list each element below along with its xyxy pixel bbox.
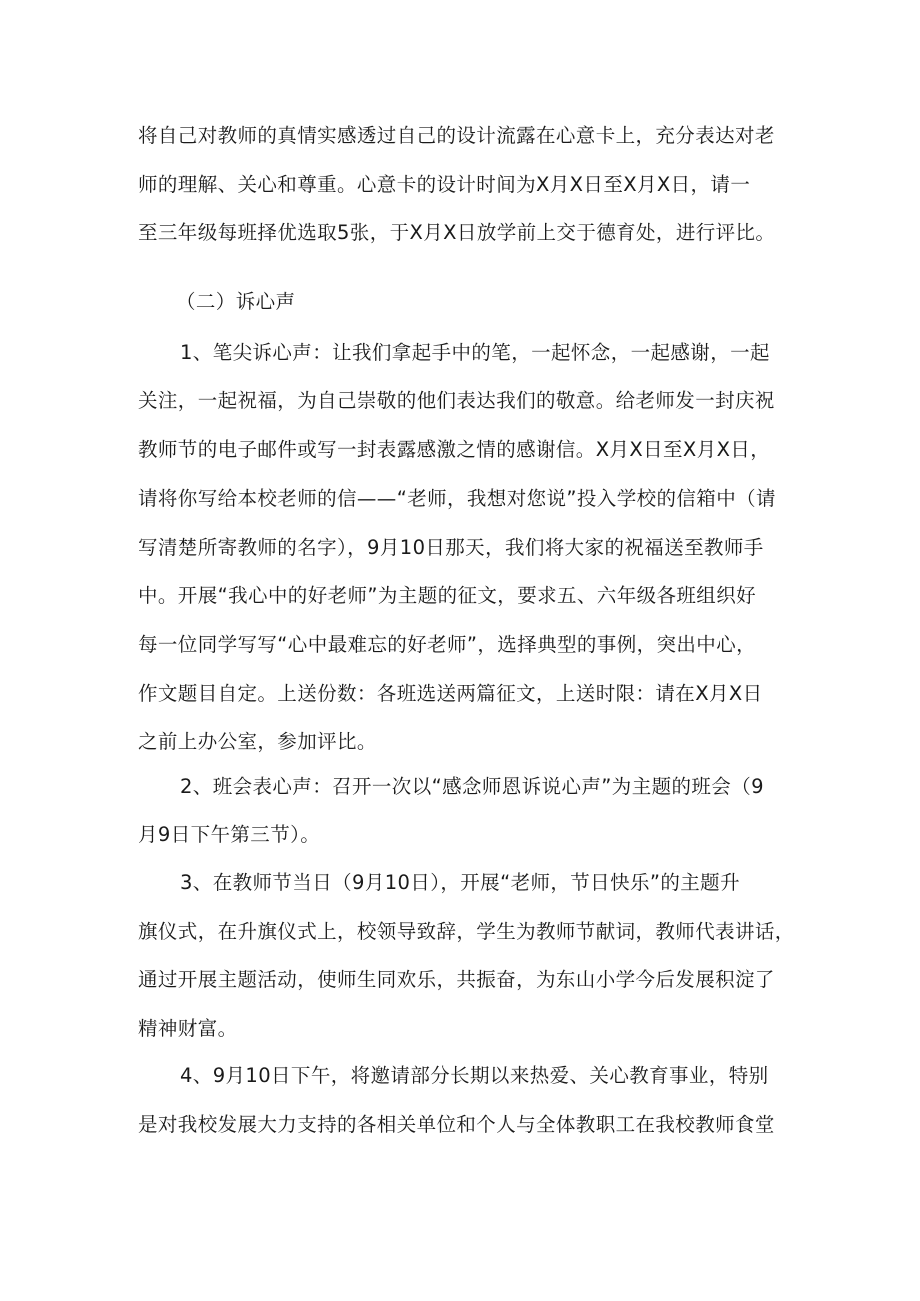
paragraph-line: 请将你写给本校老师的信——“老师，我想对您说”投入学校的信箱中（请 [138, 487, 776, 510]
paragraph-line: 之前上办公室，参加评比。 [138, 730, 377, 753]
paragraph-line: 精神财富。 [138, 1017, 238, 1040]
paragraph-line: 至三年级每班择优选取5张，于X月X日放学前上交于德育处，进行评比。 [138, 221, 776, 244]
paragraph-line: 4、9月10日下午，将邀请部分长期以来热爱、关心教育事业，特别 [180, 1064, 769, 1087]
paragraph-line: 是对我校发展大力支持的各相关单位和个人与全体教职工在我校教师食堂 [138, 1113, 775, 1136]
paragraph-line: 作文题目自定。上送份数：各班选送两篇征文，上送时限：请在X月X日 [138, 682, 763, 705]
paragraph-line: 中。开展“我心中的好老师”为主题的征文，要求五、六年级各班组织好 [138, 584, 757, 607]
paragraph-line: 2、班会表心声：召开一次以“感念师恩诉说心声”为主题的班会（9 [180, 775, 764, 798]
paragraph-line: 教师节的电子邮件或写一封表露感激之情的感谢信。X月X日至X月X日， [138, 438, 771, 461]
paragraph-line: 旗仪式，在升旗仪式上，校领导致辞，学生为教师节献词，教师代表讲话， [138, 920, 795, 943]
paragraph-line: 3、在教师节当日（9月10日），开展“老师，节日快乐”的主题升 [180, 871, 740, 894]
paragraph-line: 月9日下午第三节）。 [138, 823, 321, 846]
paragraph-line: 每一位同学写写“心中最难忘的好老师”，选择典型的事例，突出中心， [138, 633, 757, 656]
paragraph-line: 1、笔尖诉心声：让我们拿起手中的笔，一起怀念，一起感谢，一起 [180, 341, 770, 364]
paragraph-line: 关注，一起祝福，为自己崇敬的他们表达我们的敬意。给老师发一封庆祝 [138, 389, 775, 412]
section-heading: （二）诉心声 [176, 290, 296, 313]
paragraph-line: 将自己对教师的真情实感透过自己的设计流露在心意卡上，充分表达对老 [138, 124, 775, 147]
paragraph-line: 写清楚所寄教师的名字），9月10日那天，我们将大家的祝福送至教师手 [138, 536, 764, 559]
paragraph-line: 通过开展主题活动，使师生同欢乐，共振奋，为东山小学今后发展积淀了 [138, 968, 775, 991]
paragraph-line: 师的理解、关心和尊重。心意卡的设计时间为X月X日至X月X日，请一 [138, 173, 751, 196]
